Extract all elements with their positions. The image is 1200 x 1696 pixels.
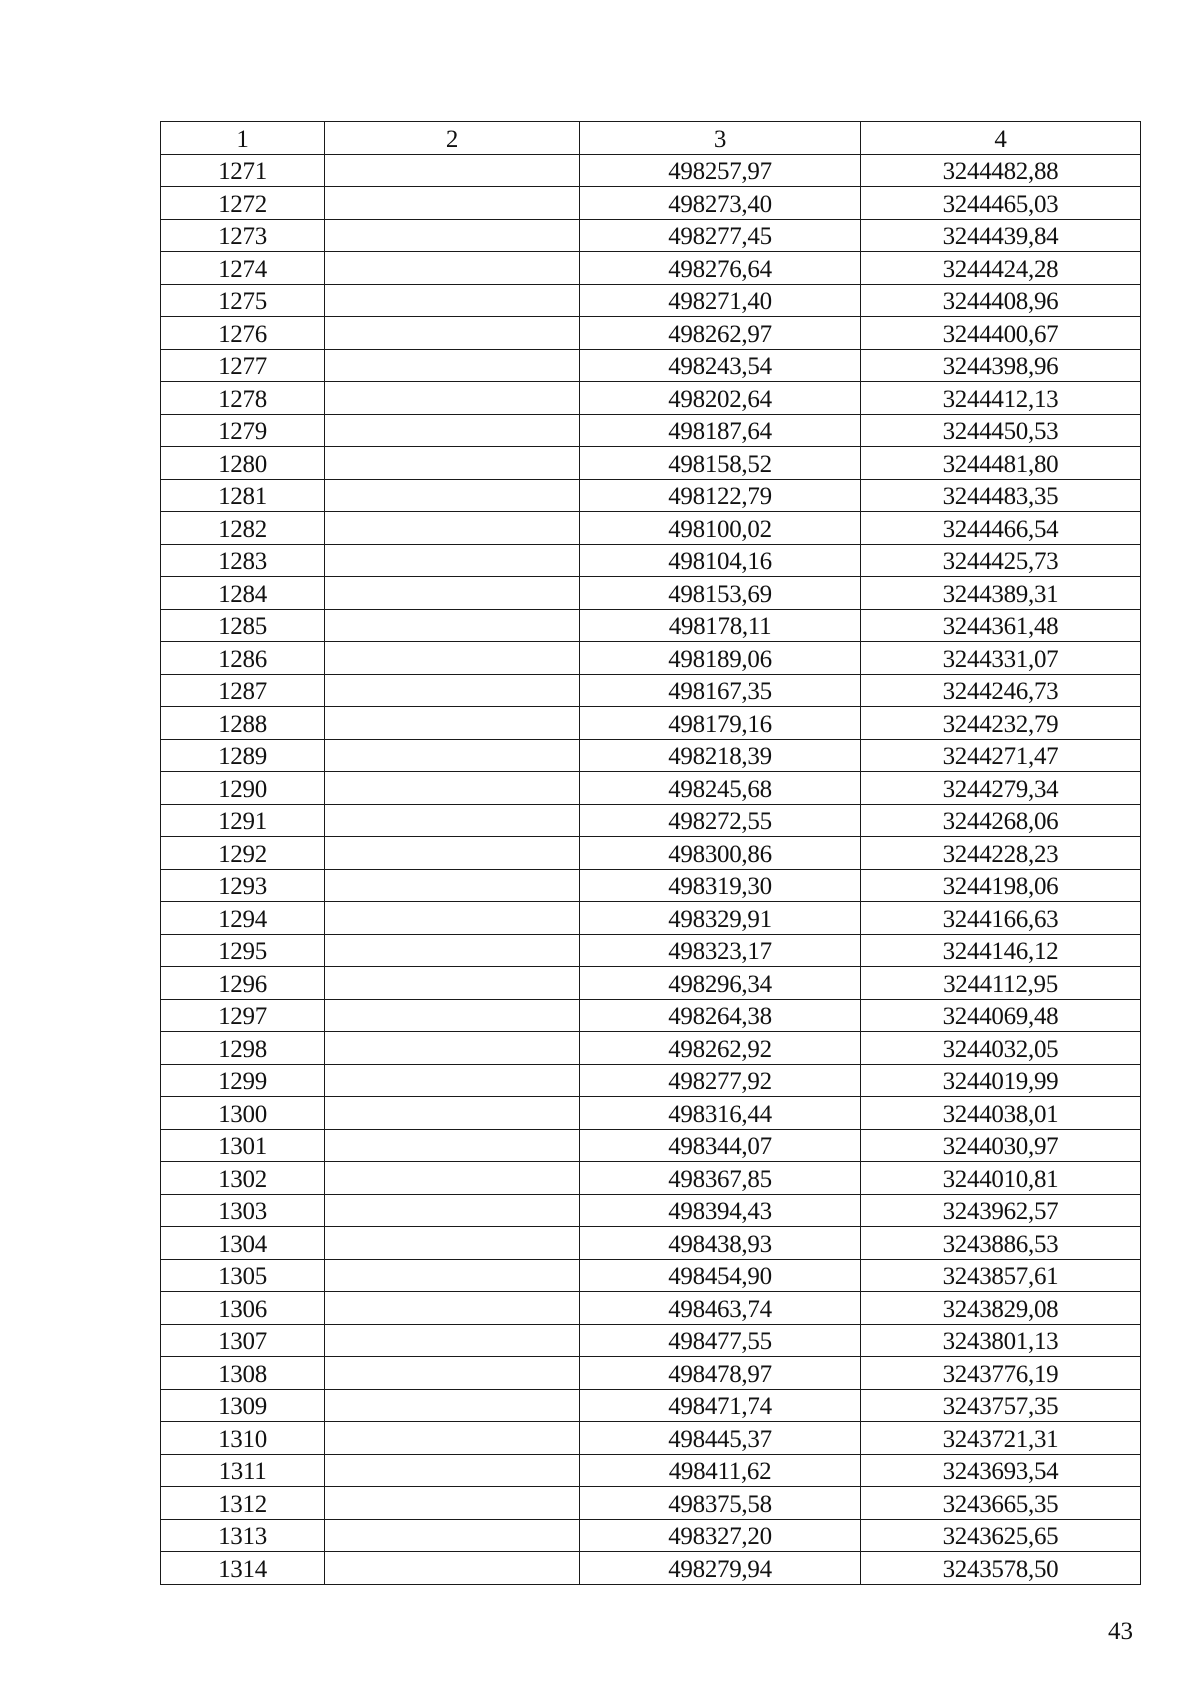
x-coordinate-cell: 498454,90 xyxy=(580,1259,861,1292)
y-coordinate-cell: 3244246,73 xyxy=(861,674,1141,707)
table-row xyxy=(161,804,1141,837)
table-row xyxy=(161,609,1141,642)
x-coordinate-cell: 498202,64 xyxy=(580,382,861,415)
table-row xyxy=(161,739,1141,772)
x-coordinate-cell: 498277,92 xyxy=(580,1064,861,1097)
x-coordinate-cell: 498273,40 xyxy=(580,187,861,220)
column-2-cell xyxy=(325,544,580,577)
point-number-cell: 1273 xyxy=(161,219,325,252)
x-coordinate-cell: 498316,44 xyxy=(580,1097,861,1130)
x-coordinate-cell: 498189,06 xyxy=(580,642,861,675)
table-row xyxy=(161,349,1141,382)
column-2-cell xyxy=(325,577,580,610)
column-2-cell xyxy=(325,187,580,220)
x-coordinate-cell: 498272,55 xyxy=(580,804,861,837)
table-row xyxy=(161,1227,1141,1260)
column-2-cell xyxy=(325,1519,580,1552)
column-2-cell xyxy=(325,284,580,317)
table-row xyxy=(161,1097,1141,1130)
column-2-cell xyxy=(325,1194,580,1227)
column-2-cell xyxy=(325,674,580,707)
y-coordinate-cell: 3244482,88 xyxy=(861,154,1141,187)
x-coordinate-cell: 498264,38 xyxy=(580,999,861,1032)
column-2-cell xyxy=(325,154,580,187)
y-coordinate-cell: 3244466,54 xyxy=(861,512,1141,545)
x-coordinate-cell: 498178,11 xyxy=(580,609,861,642)
y-coordinate-cell: 3243801,13 xyxy=(861,1324,1141,1357)
table-body xyxy=(161,154,1141,1584)
y-coordinate-cell: 3244279,34 xyxy=(861,772,1141,805)
x-coordinate-cell: 498438,93 xyxy=(580,1227,861,1260)
column-2-cell xyxy=(325,934,580,967)
y-coordinate-cell: 3244112,95 xyxy=(861,967,1141,1000)
y-coordinate-cell: 3243962,57 xyxy=(861,1194,1141,1227)
column-2-cell xyxy=(325,609,580,642)
point-number-cell: 1280 xyxy=(161,447,325,480)
y-coordinate-cell: 3244232,79 xyxy=(861,707,1141,740)
y-coordinate-cell: 3244425,73 xyxy=(861,544,1141,577)
x-coordinate-cell: 498153,69 xyxy=(580,577,861,610)
point-number-cell: 1281 xyxy=(161,479,325,512)
column-header-1: 1 xyxy=(161,122,325,155)
table-row xyxy=(161,414,1141,447)
table-row xyxy=(161,967,1141,1000)
column-2-cell xyxy=(325,999,580,1032)
table-row xyxy=(161,577,1141,610)
point-number-cell: 1274 xyxy=(161,252,325,285)
table-row xyxy=(161,772,1141,805)
point-number-cell: 1291 xyxy=(161,804,325,837)
y-coordinate-cell: 3243886,53 xyxy=(861,1227,1141,1260)
point-number-cell: 1300 xyxy=(161,1097,325,1130)
column-2-cell xyxy=(325,447,580,480)
table-row xyxy=(161,252,1141,285)
y-coordinate-cell: 3244465,03 xyxy=(861,187,1141,220)
y-coordinate-cell: 3244271,47 xyxy=(861,739,1141,772)
column-2-cell xyxy=(325,479,580,512)
point-number-cell: 1296 xyxy=(161,967,325,1000)
x-coordinate-cell: 498187,64 xyxy=(580,414,861,447)
column-header-3: 3 xyxy=(580,122,861,155)
y-coordinate-cell: 3244010,81 xyxy=(861,1162,1141,1195)
y-coordinate-cell: 3244331,07 xyxy=(861,642,1141,675)
point-number-cell: 1313 xyxy=(161,1519,325,1552)
x-coordinate-cell: 498445,37 xyxy=(580,1422,861,1455)
x-coordinate-cell: 498344,07 xyxy=(580,1129,861,1162)
table-row xyxy=(161,1357,1141,1390)
x-coordinate-cell: 498463,74 xyxy=(580,1292,861,1325)
point-number-cell: 1289 xyxy=(161,739,325,772)
x-coordinate-cell: 498218,39 xyxy=(580,739,861,772)
x-coordinate-cell: 498375,58 xyxy=(580,1487,861,1520)
y-coordinate-cell: 3243776,19 xyxy=(861,1357,1141,1390)
y-coordinate-cell: 3244361,48 xyxy=(861,609,1141,642)
point-number-cell: 1284 xyxy=(161,577,325,610)
table-row xyxy=(161,1487,1141,1520)
column-header-2: 2 xyxy=(325,122,580,155)
y-coordinate-cell: 3244268,06 xyxy=(861,804,1141,837)
column-2-cell xyxy=(325,1064,580,1097)
table-row xyxy=(161,707,1141,740)
x-coordinate-cell: 498262,97 xyxy=(580,317,861,350)
y-coordinate-cell: 3243857,61 xyxy=(861,1259,1141,1292)
point-number-cell: 1298 xyxy=(161,1032,325,1065)
table-row xyxy=(161,1552,1141,1585)
y-coordinate-cell: 3244146,12 xyxy=(861,934,1141,967)
table-row xyxy=(161,479,1141,512)
point-number-cell: 1297 xyxy=(161,999,325,1032)
y-coordinate-cell: 3243721,31 xyxy=(861,1422,1141,1455)
table-row xyxy=(161,317,1141,350)
y-coordinate-cell: 3244400,67 xyxy=(861,317,1141,350)
point-number-cell: 1299 xyxy=(161,1064,325,1097)
column-2-cell xyxy=(325,1389,580,1422)
point-number-cell: 1301 xyxy=(161,1129,325,1162)
point-number-cell: 1306 xyxy=(161,1292,325,1325)
point-number-cell: 1307 xyxy=(161,1324,325,1357)
point-number-cell: 1285 xyxy=(161,609,325,642)
x-coordinate-cell: 498245,68 xyxy=(580,772,861,805)
x-coordinate-cell: 498100,02 xyxy=(580,512,861,545)
column-2-cell xyxy=(325,1032,580,1065)
column-2-cell xyxy=(325,414,580,447)
x-coordinate-cell: 498296,34 xyxy=(580,967,861,1000)
y-coordinate-cell: 3243693,54 xyxy=(861,1454,1141,1487)
y-coordinate-cell: 3244450,53 xyxy=(861,414,1141,447)
point-number-cell: 1282 xyxy=(161,512,325,545)
column-2-cell xyxy=(325,967,580,1000)
column-2-cell xyxy=(325,1487,580,1520)
column-2-cell xyxy=(325,349,580,382)
column-2-cell xyxy=(325,772,580,805)
point-number-cell: 1312 xyxy=(161,1487,325,1520)
x-coordinate-cell: 498471,74 xyxy=(580,1389,861,1422)
y-coordinate-cell: 3244032,05 xyxy=(861,1032,1141,1065)
table-row xyxy=(161,642,1141,675)
point-number-cell: 1314 xyxy=(161,1552,325,1585)
table-row xyxy=(161,1259,1141,1292)
y-coordinate-cell: 3244069,48 xyxy=(861,999,1141,1032)
column-2-cell xyxy=(325,1422,580,1455)
point-number-cell: 1293 xyxy=(161,869,325,902)
column-2-cell xyxy=(325,1259,580,1292)
table-row xyxy=(161,544,1141,577)
y-coordinate-cell: 3243578,50 xyxy=(861,1552,1141,1585)
table-row xyxy=(161,902,1141,935)
column-2-cell xyxy=(325,739,580,772)
y-coordinate-cell: 3244483,35 xyxy=(861,479,1141,512)
table-row xyxy=(161,1064,1141,1097)
column-2-cell xyxy=(325,1129,580,1162)
table-row xyxy=(161,1389,1141,1422)
table-row xyxy=(161,1032,1141,1065)
table-row xyxy=(161,674,1141,707)
column-2-cell xyxy=(325,1292,580,1325)
column-2-cell xyxy=(325,1454,580,1487)
table-row xyxy=(161,447,1141,480)
column-2-cell xyxy=(325,1552,580,1585)
column-2-cell xyxy=(325,1097,580,1130)
point-number-cell: 1310 xyxy=(161,1422,325,1455)
y-coordinate-cell: 3244166,63 xyxy=(861,902,1141,935)
point-number-cell: 1311 xyxy=(161,1454,325,1487)
column-2-cell xyxy=(325,252,580,285)
y-coordinate-cell: 3244389,31 xyxy=(861,577,1141,610)
column-header-4: 4 xyxy=(861,122,1141,155)
table-row xyxy=(161,934,1141,967)
point-number-cell: 1286 xyxy=(161,642,325,675)
x-coordinate-cell: 498478,97 xyxy=(580,1357,861,1390)
point-number-cell: 1279 xyxy=(161,414,325,447)
column-2-cell xyxy=(325,804,580,837)
column-2-cell xyxy=(325,707,580,740)
y-coordinate-cell: 3244030,97 xyxy=(861,1129,1141,1162)
point-number-cell: 1271 xyxy=(161,154,325,187)
x-coordinate-cell: 498277,45 xyxy=(580,219,861,252)
table-row xyxy=(161,837,1141,870)
column-2-cell xyxy=(325,512,580,545)
column-2-cell xyxy=(325,317,580,350)
y-coordinate-cell: 3244198,06 xyxy=(861,869,1141,902)
point-number-cell: 1303 xyxy=(161,1194,325,1227)
x-coordinate-cell: 498257,97 xyxy=(580,154,861,187)
column-2-cell xyxy=(325,642,580,675)
x-coordinate-cell: 498327,20 xyxy=(580,1519,861,1552)
y-coordinate-cell: 3244019,99 xyxy=(861,1064,1141,1097)
point-number-cell: 1276 xyxy=(161,317,325,350)
point-number-cell: 1294 xyxy=(161,902,325,935)
point-number-cell: 1302 xyxy=(161,1162,325,1195)
point-number-cell: 1304 xyxy=(161,1227,325,1260)
x-coordinate-cell: 498279,94 xyxy=(580,1552,861,1585)
coordinates-table xyxy=(160,121,1141,1585)
table-row xyxy=(161,1292,1141,1325)
point-number-cell: 1309 xyxy=(161,1389,325,1422)
column-2-cell xyxy=(325,902,580,935)
x-coordinate-cell: 498319,30 xyxy=(580,869,861,902)
x-coordinate-cell: 498367,85 xyxy=(580,1162,861,1195)
column-2-cell xyxy=(325,1324,580,1357)
y-coordinate-cell: 3243625,65 xyxy=(861,1519,1141,1552)
y-coordinate-cell: 3244038,01 xyxy=(861,1097,1141,1130)
x-coordinate-cell: 498179,16 xyxy=(580,707,861,740)
y-coordinate-cell: 3243757,35 xyxy=(861,1389,1141,1422)
point-number-cell: 1277 xyxy=(161,349,325,382)
table-row xyxy=(161,512,1141,545)
x-coordinate-cell: 498122,79 xyxy=(580,479,861,512)
column-2-cell xyxy=(325,219,580,252)
table-row xyxy=(161,1324,1141,1357)
table-row xyxy=(161,187,1141,220)
column-2-cell xyxy=(325,869,580,902)
y-coordinate-cell: 3244228,23 xyxy=(861,837,1141,870)
point-number-cell: 1288 xyxy=(161,707,325,740)
table-header-row xyxy=(161,122,1141,155)
table-row xyxy=(161,1454,1141,1487)
column-2-cell xyxy=(325,1162,580,1195)
x-coordinate-cell: 498323,17 xyxy=(580,934,861,967)
table-row xyxy=(161,284,1141,317)
x-coordinate-cell: 498243,54 xyxy=(580,349,861,382)
y-coordinate-cell: 3244439,84 xyxy=(861,219,1141,252)
x-coordinate-cell: 498411,62 xyxy=(580,1454,861,1487)
point-number-cell: 1272 xyxy=(161,187,325,220)
y-coordinate-cell: 3243665,35 xyxy=(861,1487,1141,1520)
point-number-cell: 1292 xyxy=(161,837,325,870)
x-coordinate-cell: 498158,52 xyxy=(580,447,861,480)
column-2-cell xyxy=(325,837,580,870)
x-coordinate-cell: 498329,91 xyxy=(580,902,861,935)
x-coordinate-cell: 498271,40 xyxy=(580,284,861,317)
x-coordinate-cell: 498262,92 xyxy=(580,1032,861,1065)
table-row xyxy=(161,1129,1141,1162)
point-number-cell: 1308 xyxy=(161,1357,325,1390)
point-number-cell: 1305 xyxy=(161,1259,325,1292)
table-row xyxy=(161,219,1141,252)
table-row xyxy=(161,999,1141,1032)
column-2-cell xyxy=(325,382,580,415)
y-coordinate-cell: 3244398,96 xyxy=(861,349,1141,382)
x-coordinate-cell: 498300,86 xyxy=(580,837,861,870)
table-row xyxy=(161,1194,1141,1227)
table-row xyxy=(161,1422,1141,1455)
y-coordinate-cell: 3244424,28 xyxy=(861,252,1141,285)
table-row xyxy=(161,1162,1141,1195)
y-coordinate-cell: 3244408,96 xyxy=(861,284,1141,317)
y-coordinate-cell: 3244481,80 xyxy=(861,447,1141,480)
point-number-cell: 1287 xyxy=(161,674,325,707)
x-coordinate-cell: 498167,35 xyxy=(580,674,861,707)
column-2-cell xyxy=(325,1357,580,1390)
table-row xyxy=(161,869,1141,902)
table-row xyxy=(161,154,1141,187)
x-coordinate-cell: 498477,55 xyxy=(580,1324,861,1357)
point-number-cell: 1295 xyxy=(161,934,325,967)
point-number-cell: 1290 xyxy=(161,772,325,805)
column-2-cell xyxy=(325,1227,580,1260)
x-coordinate-cell: 498276,64 xyxy=(580,252,861,285)
point-number-cell: 1278 xyxy=(161,382,325,415)
table-row xyxy=(161,382,1141,415)
point-number-cell: 1275 xyxy=(161,284,325,317)
y-coordinate-cell: 3243829,08 xyxy=(861,1292,1141,1325)
x-coordinate-cell: 498104,16 xyxy=(580,544,861,577)
page-number: 43 xyxy=(1108,1618,1133,1645)
point-number-cell: 1283 xyxy=(161,544,325,577)
table-row xyxy=(161,1519,1141,1552)
x-coordinate-cell: 498394,43 xyxy=(580,1194,861,1227)
y-coordinate-cell: 3244412,13 xyxy=(861,382,1141,415)
